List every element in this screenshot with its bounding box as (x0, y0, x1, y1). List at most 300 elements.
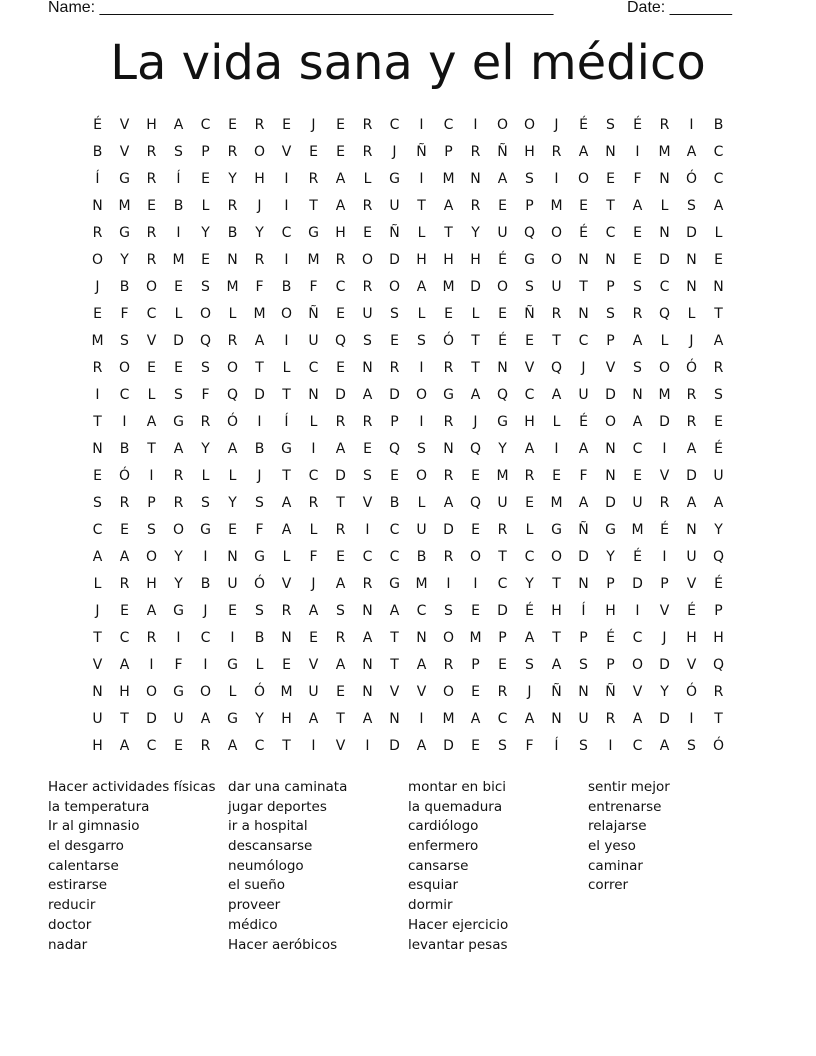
grid-letter: A (227, 737, 238, 754)
grid-letter: E (525, 332, 534, 349)
grid-letter: D (659, 710, 670, 727)
grid-letter: J (392, 143, 397, 160)
grid-letter: O (550, 548, 563, 565)
grid-letter: T (390, 629, 399, 646)
grid-letter: C (713, 170, 724, 187)
grid-letter: E (282, 116, 291, 133)
grid-letter: I (419, 170, 424, 187)
word-list-item: montar en bici (408, 779, 507, 795)
grid-letter: R (443, 359, 454, 376)
grid-letter: S (336, 602, 345, 619)
grid-letter: R (173, 467, 184, 484)
grid-letter: N (659, 224, 670, 241)
grid-letter: H (524, 413, 535, 430)
grid-letter: D (686, 467, 697, 484)
grid-letter: I (689, 710, 694, 727)
grid-letter: O (550, 224, 563, 241)
grid-letter: T (498, 548, 507, 565)
grid-letter: Í (581, 602, 586, 619)
grid-letter: V (686, 656, 697, 673)
grid-letter: C (632, 629, 643, 646)
grid-letter: A (362, 386, 373, 403)
grid-letter: U (227, 575, 238, 592)
grid-letter: A (335, 170, 346, 187)
grid-letter: O (199, 683, 212, 700)
grid-letter: R (659, 116, 670, 133)
grid-letter: J (527, 683, 532, 700)
grid-letter: E (363, 224, 372, 241)
grid-letter: H (416, 251, 427, 268)
grid-letter: Y (120, 251, 129, 268)
grid-letter: É (633, 548, 642, 565)
grid-letter: A (713, 494, 724, 511)
grid-letter: R (362, 413, 373, 430)
grid-letter: C (362, 548, 373, 565)
grid-letter: A (551, 386, 562, 403)
grid-letter: S (363, 467, 372, 484)
name-field-label: Name: ___________________________________________________ (48, 0, 554, 16)
grid-letter: R (389, 359, 400, 376)
grid-letter: E (471, 602, 480, 619)
grid-letter: L (93, 575, 102, 592)
grid-letter: D (632, 575, 643, 592)
grid-letter: L (552, 413, 561, 430)
grid-letter: D (497, 602, 508, 619)
grid-letter: A (686, 440, 697, 457)
grid-letter: Y (498, 440, 507, 457)
grid-letter: A (524, 440, 535, 457)
grid-letter: D (470, 278, 481, 295)
grid-letter: N (686, 251, 697, 268)
grid-letter: C (92, 521, 103, 538)
grid-letter: R (362, 278, 373, 295)
grid-letter: D (173, 332, 184, 349)
grid-letter: Q (712, 548, 725, 565)
grid-letter: C (119, 386, 130, 403)
grid-letter: G (200, 521, 211, 538)
grid-letter: I (149, 656, 154, 673)
grid-letter: A (578, 494, 589, 511)
grid-letter: D (686, 224, 697, 241)
word-list-item: Hacer actividades físicas (48, 779, 216, 795)
grid-letter: P (606, 332, 615, 349)
grid-letter: A (119, 656, 130, 673)
grid-letter: C (524, 548, 535, 565)
grid-letter: E (714, 251, 723, 268)
word-list-item: caminar (588, 857, 643, 874)
grid-letter: O (388, 278, 401, 295)
grid-letter: R (92, 224, 103, 241)
grid-letter: U (308, 683, 319, 700)
grid-letter: H (470, 251, 481, 268)
grid-letter: O (199, 305, 212, 322)
grid-letter: C (146, 737, 157, 754)
grid-letter: U (632, 494, 643, 511)
grid-letter: R (92, 359, 103, 376)
grid-letter: A (713, 332, 724, 349)
grid-letter: G (308, 224, 319, 241)
grid-letter: M (280, 683, 293, 700)
word-list-item: la temperatura (48, 798, 150, 815)
grid-letter: T (552, 629, 561, 646)
grid-letter: S (255, 602, 264, 619)
grid-letter: R (308, 494, 319, 511)
grid-letter: A (686, 494, 697, 511)
grid-letter: Y (660, 683, 669, 700)
grid-letter: O (496, 278, 509, 295)
word-list-item: jugar deportes (228, 798, 327, 815)
grid-letter: É (714, 575, 723, 592)
grid-letter: I (608, 737, 613, 754)
grid-letter: S (255, 494, 264, 511)
grid-letter: N (470, 170, 481, 187)
grid-letter: P (606, 278, 615, 295)
grid-letter: U (497, 494, 508, 511)
grid-letter: D (389, 737, 400, 754)
grid-letter: B (92, 143, 103, 160)
grid-letter: V (362, 494, 373, 511)
grid-letter: Q (469, 494, 482, 511)
grid-letter: G (254, 548, 265, 565)
grid-letter: H (335, 224, 346, 241)
grid-letter: E (471, 737, 480, 754)
grid-letter: N (362, 656, 373, 673)
grid-letter: T (93, 413, 102, 430)
grid-letter: T (336, 710, 345, 727)
grid-letter: P (606, 656, 615, 673)
grid-letter: I (554, 440, 559, 457)
grid-letter: D (605, 386, 616, 403)
grid-letter: C (308, 359, 319, 376)
grid-letter: S (633, 359, 642, 376)
word-list-item: nadar (48, 936, 88, 953)
grid-letter: Q (388, 440, 401, 457)
grid-letter: A (335, 656, 346, 673)
grid-letter: I (689, 116, 694, 133)
grid-letter: E (309, 143, 318, 160)
grid-letter: S (687, 197, 696, 214)
grid-letter: A (173, 440, 184, 457)
grid-letter: R (362, 575, 373, 592)
grid-letter: P (579, 629, 588, 646)
grid-letter: Í (176, 170, 181, 187)
grid-letter: J (662, 629, 667, 646)
grid-letter: Q (712, 656, 725, 673)
grid-letter: R (335, 521, 346, 538)
grid-letter: P (471, 656, 480, 673)
grid-letter: T (714, 710, 723, 727)
grid-letter: V (308, 656, 319, 673)
grid-letter: N (578, 683, 589, 700)
grid-letter: S (633, 278, 642, 295)
grid-letter: D (335, 467, 346, 484)
grid-letter: M (118, 197, 131, 214)
grid-letter: I (635, 602, 640, 619)
grid-letter: O (226, 359, 239, 376)
word-list-item: calentarse (48, 857, 119, 874)
word-list-item: dar una caminata (228, 779, 348, 795)
grid-letter: L (660, 197, 669, 214)
grid-letter: R (119, 494, 130, 511)
grid-letter: D (146, 710, 157, 727)
grid-letter: A (416, 278, 427, 295)
grid-letter: E (525, 494, 534, 511)
grid-letter: A (281, 494, 292, 511)
grid-letter: M (550, 494, 563, 511)
grid-letter: T (309, 197, 318, 214)
grid-letter: U (578, 386, 589, 403)
grid-letter: É (579, 413, 588, 430)
grid-letter: N (92, 440, 103, 457)
grid-letter: N (659, 170, 670, 187)
grid-letter: N (632, 386, 643, 403)
grid-letter: O (415, 386, 428, 403)
grid-letter: M (658, 386, 671, 403)
grid-letter: U (686, 548, 697, 565)
grid-letter: A (92, 548, 103, 565)
grid-letter: I (284, 170, 289, 187)
grid-letter: L (417, 305, 426, 322)
grid-letter: Y (255, 224, 264, 241)
grid-letter: R (632, 305, 643, 322)
grid-letter: T (714, 305, 723, 322)
grid-letter: J (257, 467, 262, 484)
grid-letter: O (361, 251, 374, 268)
grid-letter: E (336, 683, 345, 700)
grid-letter: U (497, 224, 508, 241)
grid-letter: V (632, 683, 643, 700)
grid-letter: Y (174, 548, 183, 565)
grid-letter: N (551, 710, 562, 727)
grid-letter: R (713, 683, 724, 700)
word-list-item: correr (588, 877, 629, 894)
grid-letter: T (255, 359, 264, 376)
grid-letter: M (631, 521, 644, 538)
word-list-item: cansarse (408, 857, 469, 874)
grid-letter: I (662, 548, 667, 565)
grid-letter: H (443, 251, 454, 268)
grid-letter: M (442, 170, 455, 187)
grid-letter: B (713, 116, 724, 133)
grid-letter: A (416, 656, 427, 673)
grid-letter: E (93, 305, 102, 322)
grid-letter: M (442, 710, 455, 727)
grid-letter: É (93, 116, 102, 133)
grid-letter: H (281, 710, 292, 727)
grid-letter: V (119, 116, 130, 133)
grid-letter: S (498, 737, 507, 754)
grid-letter: N (578, 251, 589, 268)
grid-letter: Í (554, 737, 559, 754)
grid-letter: V (281, 143, 292, 160)
grid-letter: E (174, 359, 183, 376)
grid-letter: T (282, 467, 291, 484)
grid-letter: C (659, 278, 670, 295)
grid-letter: S (606, 305, 615, 322)
grid-letter: S (714, 386, 723, 403)
grid-letter: G (227, 710, 238, 727)
grid-letter: R (524, 467, 535, 484)
letter-grid (84, 111, 732, 759)
grid-letter: L (282, 548, 291, 565)
grid-letter: T (93, 629, 102, 646)
grid-letter: G (551, 521, 562, 538)
grid-letter: A (686, 143, 697, 160)
grid-letter: D (659, 413, 670, 430)
grid-letter: E (633, 224, 642, 241)
grid-letter: E (174, 278, 183, 295)
grid-letter: C (605, 224, 616, 241)
grid-letter: G (173, 683, 184, 700)
grid-letter: A (443, 494, 454, 511)
grid-letter: R (308, 170, 319, 187)
word-list-item: el desgarro (48, 838, 124, 855)
grid-letter: N (308, 386, 319, 403)
grid-letter: E (228, 602, 237, 619)
grid-letter: N (686, 521, 697, 538)
grid-letter: R (362, 143, 373, 160)
grid-letter: G (119, 170, 130, 187)
grid-letter: L (201, 467, 210, 484)
word-list-item: sentir mejor (588, 779, 670, 795)
grid-letter: L (255, 656, 264, 673)
grid-letter: E (282, 656, 291, 673)
grid-letter: T (417, 197, 426, 214)
grid-letter: A (713, 197, 724, 214)
grid-letter: Y (255, 710, 264, 727)
grid-letter: E (336, 143, 345, 160)
grid-letter: D (659, 251, 670, 268)
grid-letter: J (311, 116, 316, 133)
grid-letter: E (471, 467, 480, 484)
grid-letter: C (632, 440, 643, 457)
grid-letter: S (687, 737, 696, 754)
grid-letter: A (497, 170, 508, 187)
word-list (48, 778, 808, 955)
grid-letter: R (146, 251, 157, 268)
grid-letter: L (714, 224, 723, 241)
grid-letter: F (201, 386, 210, 403)
grid-letter: E (147, 197, 156, 214)
grid-letter: U (308, 332, 319, 349)
grid-letter: R (335, 629, 346, 646)
grid-letter: É (579, 116, 588, 133)
grid-letter: L (174, 305, 183, 322)
word-list-item: cardiólogo (408, 818, 479, 835)
grid-letter: A (119, 548, 130, 565)
grid-letter: N (416, 629, 427, 646)
grid-letter: L (228, 467, 237, 484)
grid-letter: E (498, 656, 507, 673)
grid-letter: Ó (685, 170, 698, 187)
grid-letter: E (444, 305, 453, 322)
grid-letter: M (442, 278, 455, 295)
grid-letter: V (659, 467, 670, 484)
grid-letter: M (91, 332, 104, 349)
grid-letter: N (713, 278, 724, 295)
grid-letter: C (200, 116, 211, 133)
grid-letter: E (606, 170, 615, 187)
grid-letter: R (254, 251, 265, 268)
grid-letter: H (119, 683, 130, 700)
grid-letter: M (253, 305, 266, 322)
grid-letter: C (389, 116, 400, 133)
grid-letter: É (687, 602, 696, 619)
grid-letter: N (362, 602, 373, 619)
grid-letter: F (633, 170, 642, 187)
grid-letter: I (203, 548, 208, 565)
grid-letter: E (579, 197, 588, 214)
grid-letter: Ó (712, 737, 725, 754)
word-list-item: doctor (48, 916, 92, 933)
grid-letter: O (469, 548, 482, 565)
grid-letter: S (363, 332, 372, 349)
grid-letter: O (577, 170, 590, 187)
word-list-item: Hacer aeróbicos (228, 936, 338, 953)
grid-letter: A (524, 629, 535, 646)
grid-letter: R (146, 629, 157, 646)
grid-letter: J (95, 278, 100, 295)
grid-letter: L (282, 359, 291, 376)
grid-letter: F (255, 278, 264, 295)
grid-letter: I (419, 413, 424, 430)
grid-letter: H (92, 737, 103, 754)
grid-letter: A (227, 440, 238, 457)
grid-letter: R (335, 413, 346, 430)
grid-letter: E (336, 359, 345, 376)
grid-letter: S (606, 116, 615, 133)
grid-letter: U (551, 278, 562, 295)
grid-letter: N (362, 359, 373, 376)
grid-letter: E (120, 521, 129, 538)
grid-letter: A (389, 602, 400, 619)
grid-letter: Y (201, 440, 210, 457)
grid-letter: S (417, 440, 426, 457)
grid-letter: C (119, 629, 130, 646)
grid-letter: D (605, 494, 616, 511)
word-list-item: esquiar (408, 877, 459, 894)
grid-letter: T (390, 656, 399, 673)
grid-letter: O (253, 143, 266, 160)
grid-letter: T (579, 278, 588, 295)
header-line (48, 0, 748, 19)
word-list-item: entrenarse (588, 798, 662, 815)
word-list-item: la quemadura (408, 798, 503, 815)
word-list-item: neumólogo (228, 857, 304, 874)
grid-letter: I (284, 251, 289, 268)
grid-letter: J (95, 602, 100, 619)
grid-letter: R (470, 143, 481, 160)
grid-letter: I (419, 359, 424, 376)
grid-letter: T (147, 440, 156, 457)
grid-letter: Í (95, 170, 100, 187)
grid-letter: I (365, 521, 370, 538)
grid-letter: E (336, 548, 345, 565)
grid-letter: É (633, 116, 642, 133)
grid-letter: Q (523, 224, 536, 241)
grid-letter: D (389, 386, 400, 403)
grid-letter: B (389, 494, 400, 511)
grid-letter: C (335, 278, 346, 295)
grid-letter: R (443, 413, 454, 430)
grid-letter: T (606, 197, 615, 214)
grid-letter: C (200, 629, 211, 646)
grid-letter: E (309, 629, 318, 646)
grid-letter: C (389, 521, 400, 538)
grid-letter: É (498, 251, 507, 268)
grid-letter: R (443, 656, 454, 673)
grid-letter: L (363, 170, 372, 187)
